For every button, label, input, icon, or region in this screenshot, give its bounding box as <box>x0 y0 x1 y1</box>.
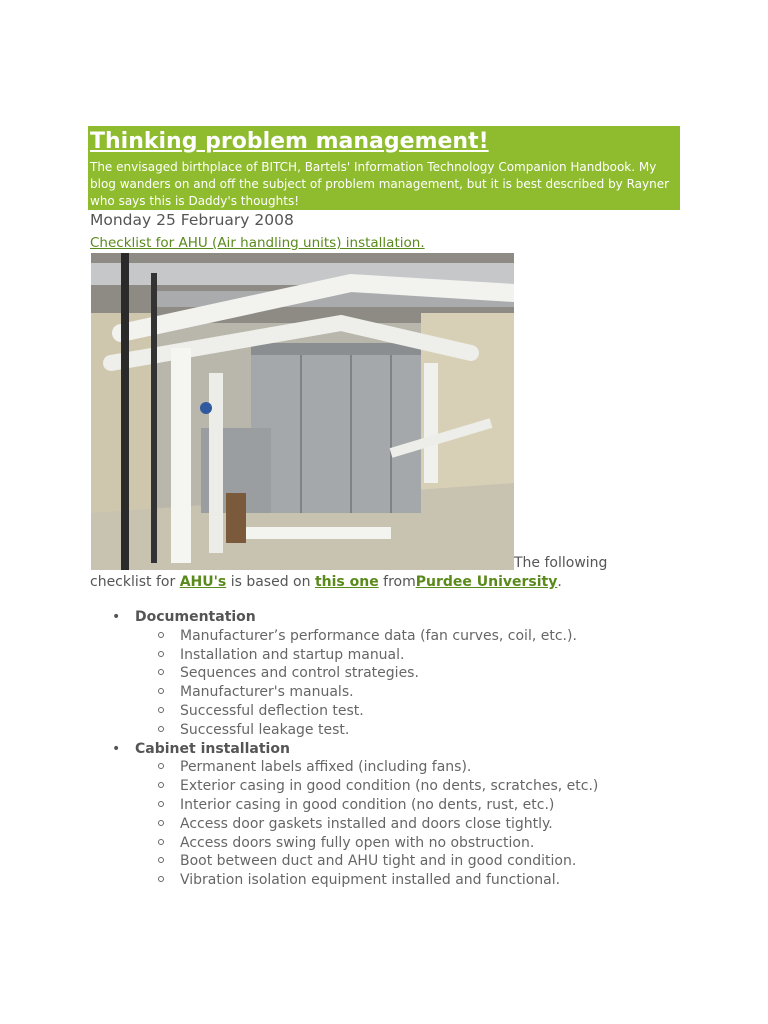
circle-bullet-icon <box>158 763 164 769</box>
purdee-university-link[interactable]: Purdee University <box>415 574 558 590</box>
circle-bullet-icon <box>158 632 164 638</box>
list-item <box>135 758 598 777</box>
circle-bullet-icon <box>158 839 164 845</box>
circle-bullet-icon <box>158 726 164 732</box>
section-items <box>135 627 598 740</box>
list-item <box>135 683 598 702</box>
list-item-text: Permanent labels affixed (including fans). <box>180 759 472 776</box>
section-label: Cabinet installation <box>135 740 290 757</box>
list-item-text: Sequences and control strategies. <box>180 665 419 682</box>
bullet-icon: • <box>112 609 121 625</box>
list-item-text: Installation and startup manual. <box>180 646 405 663</box>
image-inline-spacer <box>90 566 514 567</box>
list-item <box>135 852 598 871</box>
list-item-text: Successful leakage test. <box>180 721 350 738</box>
circle-bullet-icon <box>158 782 164 788</box>
circle-bullet-icon <box>158 688 164 694</box>
intro-text-4: . <box>557 574 562 590</box>
list-item <box>135 815 598 834</box>
list-item-text: Access door gaskets installed and doors close tightly. <box>180 815 553 832</box>
checklist-section-cabinet-installation <box>90 740 598 890</box>
checklist <box>90 608 598 890</box>
bullet-icon: • <box>112 740 121 757</box>
list-item-text: Manufacturer’s performance data (fan curves, coil, etc.). <box>180 627 577 644</box>
circle-bullet-icon <box>158 651 164 657</box>
list-item <box>135 777 598 796</box>
this-one-link[interactable]: this one <box>314 574 379 590</box>
intro-text-1: The following checklist for <box>90 555 608 590</box>
circle-bullet-icon <box>158 801 164 807</box>
circle-bullet-icon <box>158 857 164 863</box>
ahus-link[interactable]: AHU's <box>179 574 227 590</box>
list-item <box>135 721 598 740</box>
list-item-text: Manufacturer's manuals. <box>180 684 354 701</box>
list-item <box>135 646 598 665</box>
post-title-link[interactable]: Checklist for AHU (Air handling units) installation. <box>90 235 425 251</box>
section-label: Documentation <box>135 609 256 625</box>
checklist-section-documentation <box>90 608 598 740</box>
intro-text-3: from <box>378 574 416 590</box>
circle-bullet-icon <box>158 876 164 882</box>
list-item-text: Access doors swing fully open with no obstruction. <box>180 834 535 851</box>
circle-bullet-icon <box>158 820 164 826</box>
ahu-photo <box>91 253 514 570</box>
list-item-text: Successful deflection test. <box>180 702 364 719</box>
section-items <box>135 758 598 890</box>
blog-header-banner <box>88 126 680 210</box>
list-item <box>135 834 598 853</box>
blog-title[interactable]: Thinking problem management! <box>90 129 489 154</box>
list-item-text: Boot between duct and AHU tight and in good condition. <box>180 853 577 870</box>
list-item-text: Vibration isolation equipment installed and functional. <box>180 872 561 889</box>
post-intro <box>90 554 650 592</box>
list-item <box>135 796 598 815</box>
list-item <box>135 871 598 890</box>
blog-description: The envisaged birthplace of BITCH, Bartels' Information Technology Companion Handbook. My blog wanders on and off the subject of problem management, but it is best described by Rayner who says this is Daddy's thoughts! <box>90 160 670 208</box>
list-item-text: Exterior casing in good condition (no dents, scratches, etc.) <box>180 778 599 795</box>
circle-bullet-icon <box>158 707 164 713</box>
post-date: Monday 25 February 2008 <box>90 211 294 229</box>
list-item <box>135 664 598 683</box>
list-item-text: Interior casing in good condition (no dents, rust, etc.) <box>180 796 555 813</box>
list-item <box>135 702 598 721</box>
list-item <box>135 627 598 646</box>
circle-bullet-icon <box>158 669 164 675</box>
intro-text-2: is based on <box>226 574 315 590</box>
